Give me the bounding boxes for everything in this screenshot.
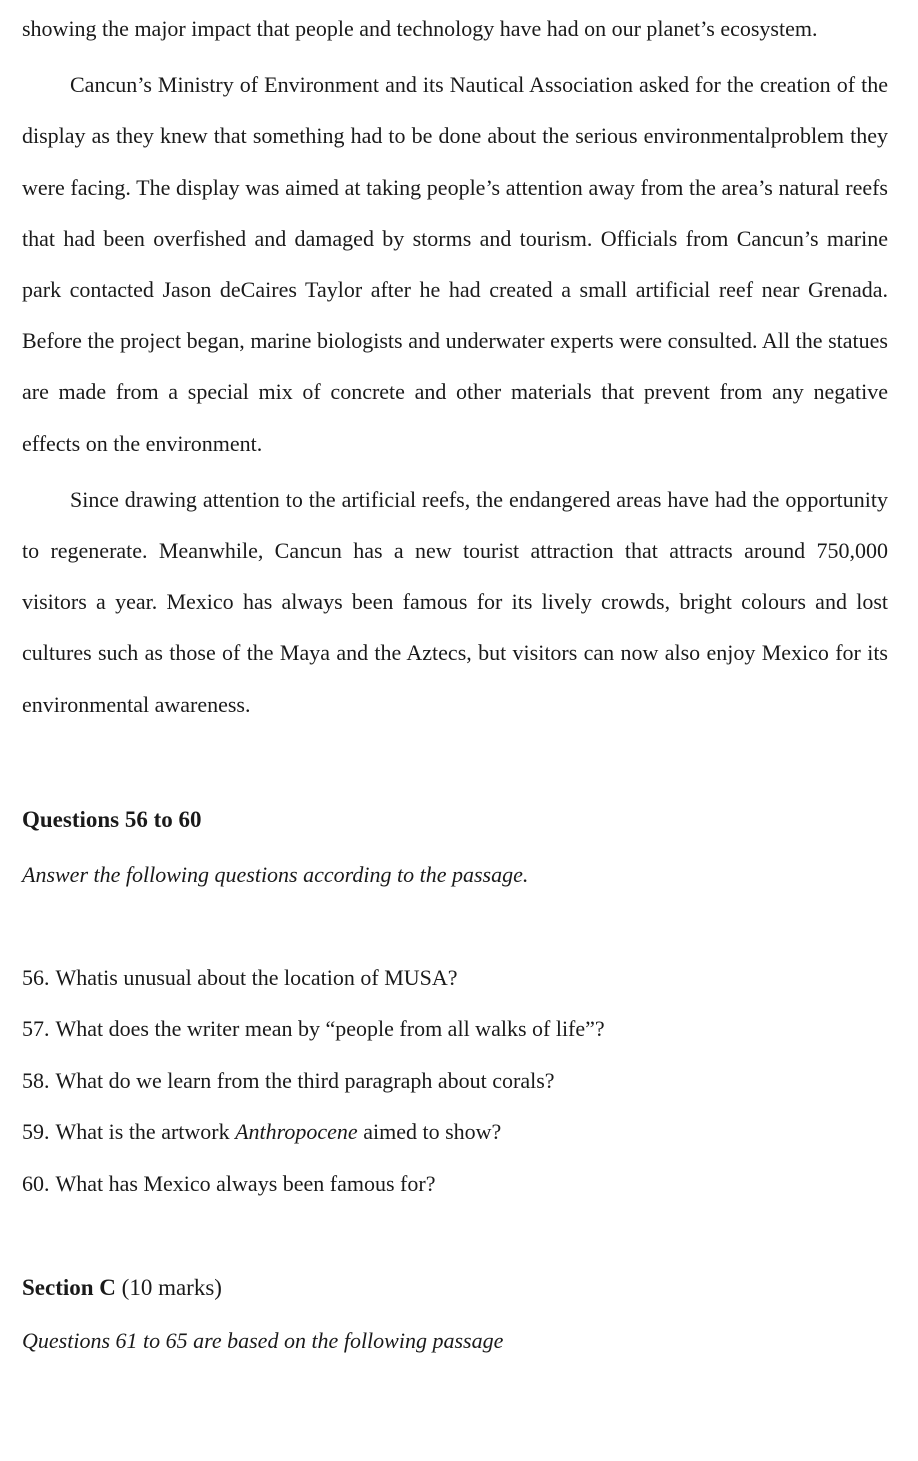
question-58	[22, 1055, 888, 1107]
section-c-title: Section C	[22, 1275, 116, 1301]
section-c-marks: (10 marks)	[121, 1275, 222, 1301]
question-text: What do we learn from the third paragraph about corals?	[55, 1067, 555, 1093]
question-text-after: aimed to show?	[363, 1119, 502, 1145]
artwork-title: Anthropocene	[235, 1119, 358, 1145]
question-56	[22, 952, 888, 1004]
question-text-before: What is the artwork	[55, 1119, 230, 1145]
question-number: 59.	[22, 1119, 50, 1145]
questions-heading: Questions 56 to 60	[22, 806, 202, 832]
questions-instruction: Answer the following questions according to the passage.	[22, 861, 529, 887]
question-text: What has Mexico always been famous for?	[55, 1170, 436, 1196]
question-number: 58.	[22, 1067, 50, 1093]
question-text: What does the writer mean by “people from all walks of life”?	[55, 1016, 605, 1042]
question-text: Whatis unusual about the location of MUSA?	[55, 964, 458, 990]
document-page	[22, 0, 888, 1356]
question-57	[22, 1003, 888, 1055]
passage-paragraph-1-end: showing the major impact that people and technology have had on our planet’s ecosystem.	[22, 16, 818, 41]
section-c-heading	[22, 1273, 888, 1303]
passage-paragraph-2: Cancun’s Ministry of Environment and its Nautical Association asked for the creation of the display as they knew that something had to be done about the serious environmentalproblem they were facing. The display was aimed at taking people’s attention away from the area’s natural reefs that had been overfished and damaged by storms and tourism. Officials from Cancun’s marine park contacted Jason deCaires Taylor after he had created a small artificial reef near Grenada. Before the project began, marine biologists and underwater experts were consulted. All the statues are made from a special mix of concrete and other materials that prevent from any negative effects on the environment.	[22, 72, 888, 456]
question-number: 56.	[22, 964, 50, 990]
question-number: 60.	[22, 1170, 50, 1196]
question-60	[22, 1158, 888, 1210]
section-c-instruction: Questions 61 to 65 are based on the following passage	[22, 1328, 504, 1354]
question-59	[22, 1106, 888, 1158]
question-list	[22, 952, 888, 1210]
question-number: 57.	[22, 1016, 50, 1042]
passage-paragraph-3: Since drawing attention to the artificial reefs, the endangered areas have had the opportunity to regenerate. Meanwhile, Cancun has a new tourist attraction that attracts around 750,000 visitors a year. Mexico has always been famous for its lively crowds, bright colours and lost cultures such as those of the Maya and the Aztecs, but visitors can now also enjoy Mexico for its environmental awareness.	[22, 486, 888, 717]
